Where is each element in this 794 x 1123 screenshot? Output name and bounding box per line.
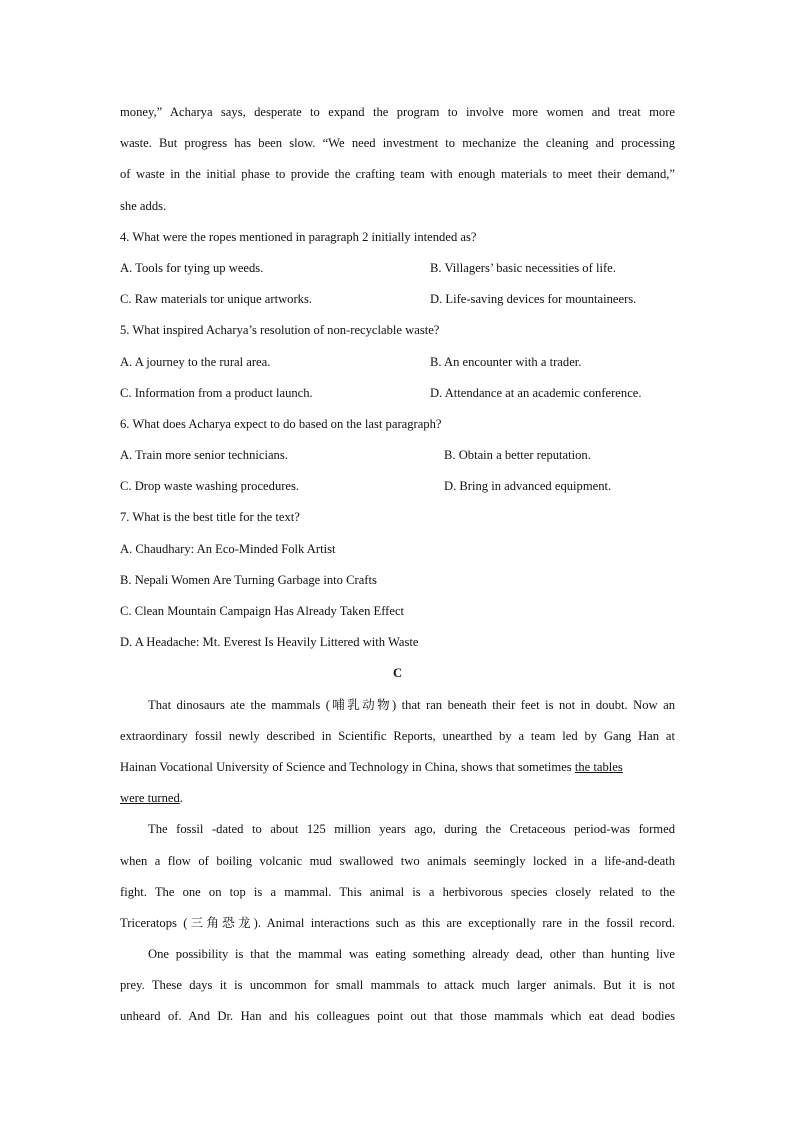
option-d: D. A Headache: Mt. Everest Is Heavily Littered with Waste xyxy=(120,635,419,650)
passage-line: when a flow of boiling volcanic mud swallowed two animals seemingly locked in a life-and-death xyxy=(120,853,675,868)
option-row xyxy=(120,440,675,471)
passage-line: The fossil -dated to about 125 million years ago, during the Cretaceous period-was formed xyxy=(148,822,675,837)
passage-line: prey. These days it is uncommon for small mammals to attack much larger animals. But it is not xyxy=(120,978,675,993)
option-a: A. Chaudhary: An Eco-Minded Folk Artist xyxy=(120,541,336,556)
option-d: D. Life-saving devices for mountaineers. xyxy=(430,292,637,307)
passage-text: Hainan Vocational University of Science and Technology in China, shows that sometimes xyxy=(120,759,575,774)
option-d: D. Bring in advanced equipment. xyxy=(444,479,612,494)
question-stem: 4. What were the ropes mentioned in paragraph 2 initially intended as? xyxy=(120,229,477,244)
option-b: B. Nepali Women Are Turning Garbage into Crafts xyxy=(120,572,377,587)
question-stem: 5. What inspired Acharya’s resolution of non-recyclable waste? xyxy=(120,323,440,338)
passage-line: extraordinary fossil newly described in Scientific Reports, unearthed by a team led by Gang Han at xyxy=(120,728,675,743)
option-row xyxy=(120,284,675,315)
option-a: A. Train more senior technicians. xyxy=(120,448,288,463)
option-a: A. A journey to the rural area. xyxy=(120,354,271,369)
passage-line: of waste in the initial phase to provide the crafting team with enough materials to meet their demand,” xyxy=(120,167,675,182)
passage-line: unheard of. And Dr. Han and his colleagues point out that those mammals which eat dead bodies xyxy=(120,1009,675,1024)
option-b: B. Villagers’ basic necessities of life. xyxy=(430,260,616,275)
passage-text: . xyxy=(179,791,183,806)
question-stem: 6. What does Acharya expect to do based on the last paragraph? xyxy=(120,416,442,431)
option-c: C. Information from a product launch. xyxy=(120,385,313,400)
option-d: D. Attendance at an academic conference. xyxy=(430,385,642,400)
passage-line: waste. But progress has been slow. “We need investment to mechanize the cleaning and processing xyxy=(120,136,675,151)
passage-line: Triceratops (三角恐龙). Animal interactions such as this are exceptionally rare in the fossil record. xyxy=(120,915,675,930)
option-b: B. Obtain a better reputation. xyxy=(444,448,591,463)
option-row xyxy=(120,253,675,284)
passage-line: One possibility is that the mammal was eating something already dead, other than hunting live xyxy=(148,947,675,962)
underlined-phrase: were turned xyxy=(120,791,180,806)
option-row xyxy=(120,378,675,409)
question-stem: 7. What is the best title for the text? xyxy=(120,510,300,525)
section-heading: C xyxy=(392,666,403,681)
option-a: A. Tools for tying up weeds. xyxy=(120,260,264,275)
option-row xyxy=(120,471,675,502)
option-c: C. Drop waste washing procedures. xyxy=(120,479,300,494)
document-page xyxy=(120,97,675,1033)
option-row xyxy=(120,347,675,378)
passage-line: That dinosaurs ate the mammals (哺乳动物) that ran beneath their feet is not in doubt. Now an xyxy=(148,697,675,712)
option-c: C. Clean Mountain Campaign Has Already Taken Effect xyxy=(120,604,405,618)
passage-line: fight. The one on top is a mammal. This animal is a herbivorous species closely related to the xyxy=(120,884,675,899)
passage-line xyxy=(120,752,675,783)
option-c: C. Raw materials tor unique artworks. xyxy=(120,292,313,307)
passage-line xyxy=(120,783,675,814)
underlined-phrase: the tables xyxy=(574,759,623,774)
option-b: B. An encounter with a trader. xyxy=(430,354,582,369)
passage-line: money,” Acharya says, desperate to expand the program to involve more women and treat more xyxy=(120,105,675,119)
passage-line: she adds. xyxy=(120,198,167,213)
